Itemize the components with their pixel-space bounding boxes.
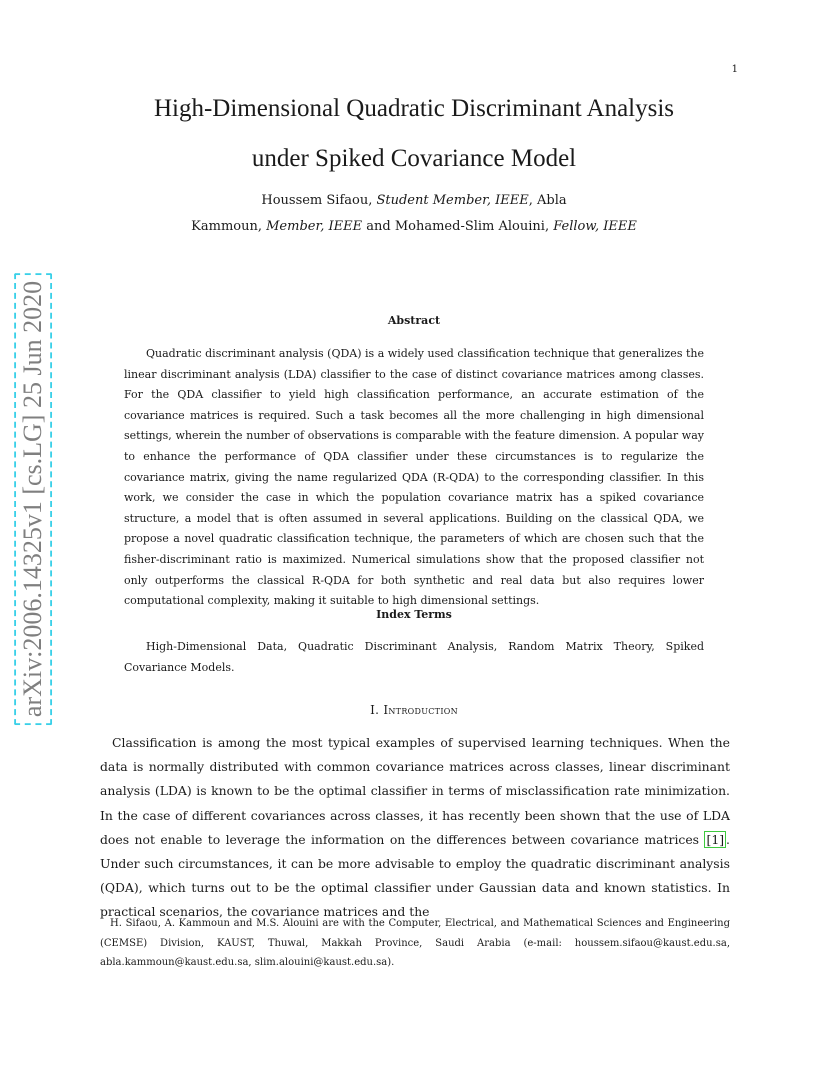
author-1-name: Houssem Sifaou,: [261, 193, 377, 208]
title-line-1: High-Dimensional Quadratic Discriminant Analysis: [153, 95, 675, 122]
arxiv-stamp[interactable]: [12, 262, 54, 736]
author-2-name: Kammoun,: [191, 219, 267, 234]
paper-title: [100, 84, 728, 184]
arxiv-identifier[interactable]: arXiv:2006.14325v1 [cs.LG] 25 Jun 2020: [14, 273, 52, 725]
introduction-paragraph: [100, 731, 730, 925]
citation-link[interactable]: [1]: [706, 831, 725, 847]
author-separator-2: and Mohamed-Slim Alouini,: [362, 219, 554, 234]
intro-text-before-cite: Classification is among the most typical examples of supervised learning techniques. When the data is normally distributed with common covariance matrices across classes, linear discriminant analysis (LDA) is known to be the optimal classifier in terms of misclassification rate minimization. In the case of different covariances across classes, it has recently been shown that the use of LDA does not enable to leverage the information on the differences between covariance matrices: [100, 735, 730, 847]
intro-text-after-cite: . Under such circumstances, it can be more advisable to employ the quadratic discriminant analysis (QDA), which turns out to be the optimal classifier under Gaussian data and known statistics. In practical scenarios, the covariance matrices and the: [100, 831, 730, 920]
index-terms-text: High-Dimensional Data, Quadratic Discriminant Analysis, Random Matrix Theory, Spiked Covariance Models.: [124, 640, 704, 674]
abstract-text: Quadratic discriminant analysis (QDA) is a widely used classification technique that generalizes the linear discriminant analysis (LDA) classifier to the case of distinct covariance matrices among classes. For the QDA classifier to yield high classification performance, an accurate estimation of the covariance matrices is required. Such a task becomes all the more challenging in high dimensional settings, wherein the number of observations is comparable with the feature dimension. A popular way to enhance the performance of QDA classifier under these circumstances is to regularize the covariance matrix, giving the name regularized QDA (R-QDA) to the corresponding classifier. In this work, we consider the case in which the population covariance matrix has a spiked covariance structure, a model that is often assumed in several applications. Building on the classical QDA, we propose a novel quadratic classification technique, the parameters of which are chosen such that the fisher-discriminant ratio is maximized. Numerical simulations show that the proposed classifier not only outperforms the classical R-QDA for both synthetic and real data but also requires lower computational complexity, making it suitable to high dimensional settings.: [124, 347, 704, 608]
section-title: Introduction: [383, 703, 458, 717]
abstract-heading: Abstract: [387, 314, 441, 327]
page-number: 1: [731, 64, 738, 75]
section-numeral: I.: [370, 703, 384, 717]
author-list: [150, 188, 678, 240]
index-terms-heading: Index Terms: [376, 608, 452, 621]
author-affiliation-footnote: H. Sifaou, A. Kammoun and M.S. Alouini are with the Computer, Electrical, and Mathematical Sciences and Engineering (CEMSE) Division, KAUST, Thuwal, Makkah Province, Saudi Arabia (e-mail: houssem.sifaou@kaust.edu.sa, abla.kammoun@kaust.edu.sa, slim.alouini@kaust.edu.sa).: [100, 918, 730, 968]
author-2-role: Member, IEEE: [266, 219, 363, 234]
author-1-role: Student Member, IEEE: [376, 193, 529, 208]
title-line-2: under Spiked Covariance Model: [251, 145, 577, 172]
author-3-role: Fellow, IEEE: [553, 219, 637, 234]
introduction-heading: [100, 703, 728, 717]
author-separator-1: , Abla: [528, 193, 567, 208]
